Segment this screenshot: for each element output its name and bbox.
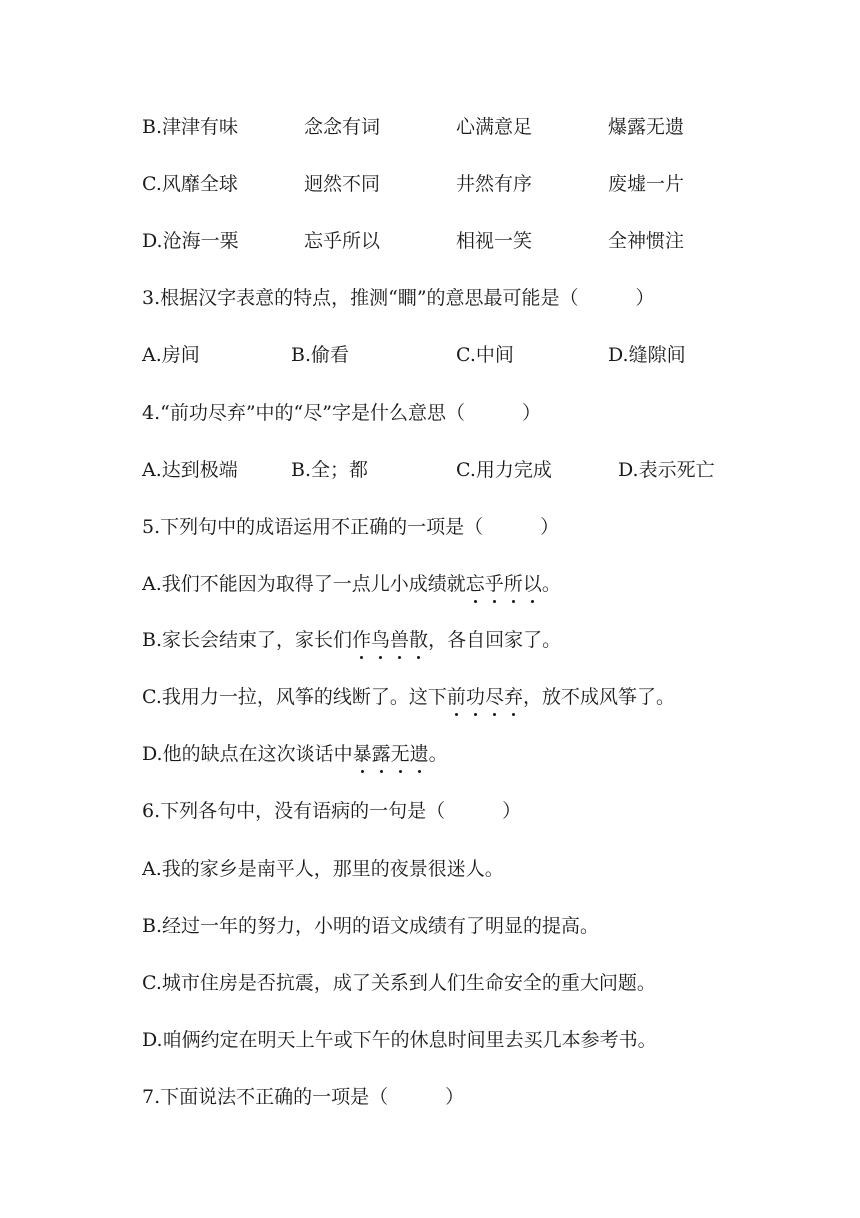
q2-option-d-1: D.沧海一栗	[142, 230, 239, 252]
q3-option-c: C.中间	[456, 344, 514, 366]
emphasis-dot-char: 忘	[465, 573, 485, 595]
emphasis-dot-char: 前	[446, 686, 466, 708]
q5-option-a-after: 。	[541, 573, 561, 595]
q2-option-c-3: 井然有序	[456, 173, 533, 195]
q2-option-c-1: C.风靡全球	[142, 173, 238, 195]
q5-option-b-before: B.家长会结束了，家长们	[142, 629, 353, 651]
q5-option-b-after: ，各自回家了。	[428, 629, 562, 651]
q5-option-c-after: ，放不成风筝了。	[522, 686, 675, 708]
q3-stem: 3.根据汉字表意的特点，推测“瞷”的意思最可能是（ ）	[142, 287, 655, 309]
q2-option-b-4: 爆露无遗	[608, 116, 685, 138]
q4-option-c: C.用力完成	[456, 459, 552, 481]
q5-option-c-before: C.我用力一拉，风筝的线断了。这下	[142, 686, 447, 708]
q5-option-d-idiom	[353, 743, 429, 765]
emphasis-dot-char: 乎	[484, 573, 504, 595]
q6-option-b: B.经过一年的努力，小明的语文成绩有了明显的提高。	[142, 915, 600, 937]
q5-option-b-idiom	[352, 629, 428, 651]
q5-stem: 5.下列句中的成语运用不正确的一项是（ ）	[142, 516, 560, 538]
q2-option-d-4: 全神惯注	[608, 230, 685, 252]
q6-stem: 6.下列各句中，没有语病的一句是（ ）	[142, 800, 522, 822]
q5-option-a-before: A.我们不能因为取得了一点儿小成绩就	[142, 573, 466, 595]
q6-option-c: C.城市住房是否抗震，成了关系到人们生命安全的重大问题。	[142, 972, 656, 994]
q5-option-b	[142, 628, 561, 652]
emphasis-dot-char: 露	[371, 743, 391, 765]
emphasis-dot-char: 遗	[409, 743, 429, 765]
q5-option-a	[142, 572, 561, 596]
q4-stem: 4.“前功尽弃”中的“尽”字是什么意思（ ）	[142, 402, 541, 424]
emphasis-dot-char: 无	[390, 743, 410, 765]
q5-option-a-idiom	[466, 573, 542, 595]
emphasis-dot-char: 功	[465, 686, 485, 708]
q5-option-d-before: D.他的缺点在这次谈话中	[142, 743, 353, 765]
emphasis-dot-char: 兽	[390, 629, 410, 651]
q3-option-b: B.偷看	[291, 344, 350, 366]
emphasis-dot-char: 暴	[352, 743, 372, 765]
emphasis-dot-char: 弃	[503, 686, 523, 708]
q2-option-b-1: B.津津有味	[142, 116, 239, 138]
q5-option-c	[142, 685, 675, 709]
q4-option-b: B.全；都	[291, 459, 369, 481]
q2-option-d-2: 忘乎所以	[304, 230, 381, 252]
emphasis-dot-char: 所	[503, 573, 523, 595]
emphasis-dot-char: 鸟	[371, 629, 391, 651]
emphasis-dot-char: 以	[522, 573, 542, 595]
q5-option-d-after: 。	[428, 743, 448, 765]
q6-option-a: A.我的家乡是南平人，那里的夜景很迷人。	[142, 858, 504, 880]
q2-option-b-3: 心满意足	[456, 116, 533, 138]
emphasis-dot-char: 尽	[484, 686, 504, 708]
q2-option-b-2: 念念有词	[304, 116, 381, 138]
q2-option-c-2: 迥然不同	[304, 173, 381, 195]
q2-option-c-4: 废墟一片	[608, 173, 685, 195]
q7-stem: 7.下面说法不正确的一项是（ ）	[142, 1086, 465, 1108]
q3-option-d: D.缝隙间	[608, 344, 686, 366]
q3-option-a: A.房间	[142, 344, 200, 366]
emphasis-dot-char: 散	[409, 629, 429, 651]
q5-option-d	[142, 742, 448, 766]
emphasis-dot-char: 作	[352, 629, 372, 651]
q2-option-d-3: 相视一笑	[456, 230, 533, 252]
q4-option-d: D.表示死亡	[618, 459, 715, 481]
q6-option-d: D.咱俩约定在明天上午或下午的休息时间里去买几本参考书。	[142, 1029, 657, 1051]
q5-option-c-idiom	[447, 686, 523, 708]
q4-option-a: A.达到极端	[142, 459, 238, 481]
